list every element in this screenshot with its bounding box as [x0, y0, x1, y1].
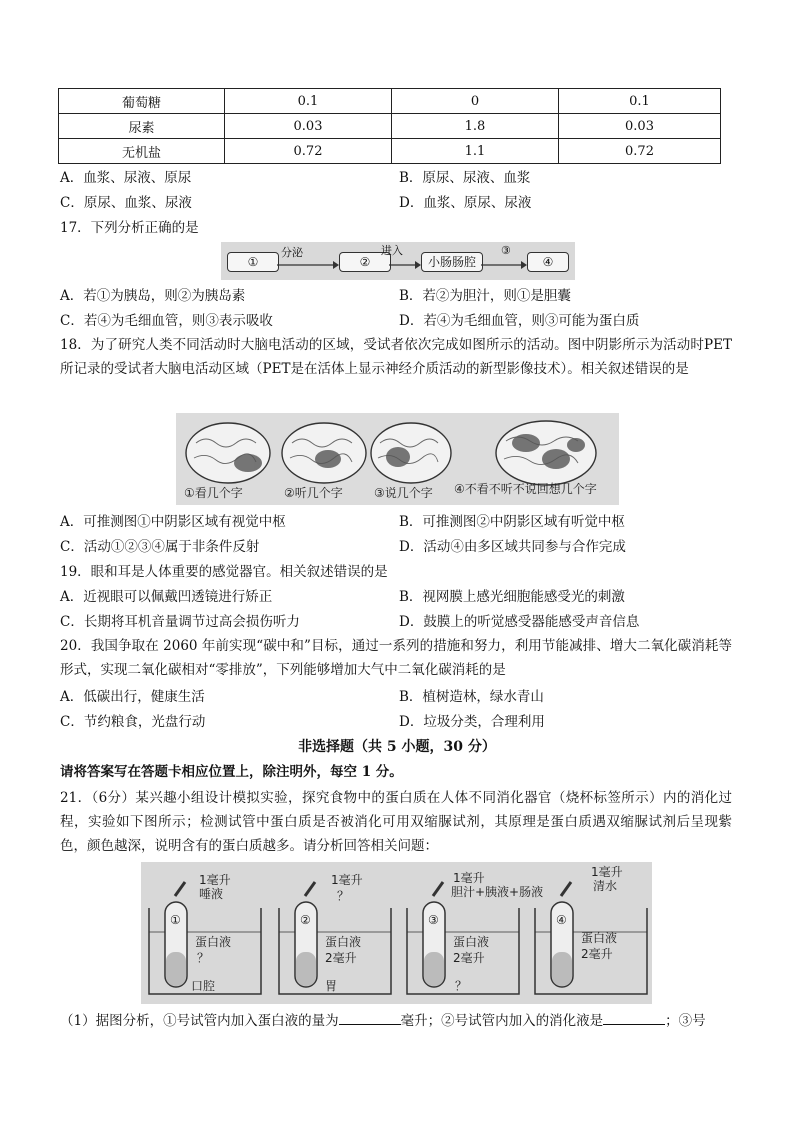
- data-table: [58, 88, 721, 164]
- flow-label-secrete: 分泌: [281, 246, 303, 259]
- q20-option-d: D．垃圾分类，合理利用: [399, 714, 545, 730]
- beaker-label: 胃: [325, 979, 338, 993]
- table-row: [59, 139, 721, 164]
- answer-blank-2[interactable]: [603, 1010, 665, 1025]
- tube-add-amount: 1毫升: [591, 865, 623, 879]
- flow-arrow-icon: [389, 261, 421, 269]
- flow-node-2: ②: [339, 252, 391, 272]
- q17-option-b: B．若②为胆汁，则①是胆囊: [399, 288, 571, 304]
- flow-node-1: ①: [227, 252, 279, 272]
- tube-sample-amount: 2毫升: [581, 947, 613, 961]
- table-cell: 0.03: [559, 114, 721, 139]
- tube-reagent: ？: [337, 889, 350, 903]
- q17-option-a: A．若①为胰岛，则②为胰岛素: [60, 288, 246, 304]
- brain-figure-icon: [176, 413, 619, 505]
- flow-node-4: ④: [527, 252, 569, 272]
- q19-stem: 19．眼和耳是人体重要的感觉器官。相关叙述错误的是: [60, 564, 388, 580]
- tube-sample-amount: 2毫升: [453, 951, 485, 965]
- table-row: [59, 114, 721, 139]
- tube-add-amount: 1毫升: [453, 871, 485, 885]
- beaker-figure-icon: [141, 862, 652, 1004]
- q16-option-d: D．血浆、原尿、尿液: [399, 195, 532, 211]
- beaker-label: ？: [455, 979, 468, 993]
- tube-sample: 蛋白液: [453, 935, 490, 949]
- tube-sample: 蛋白液: [581, 931, 618, 945]
- brain-label-3: ③说几个字: [374, 486, 433, 500]
- table-cell: 0.72: [225, 139, 392, 164]
- q21-stem: 21．（6分）某兴趣小组设计模拟实验，探究食物中的蛋白质在人体不同消化器官（烧杯标签所示）内的消化过程，实验如下图所示；检测试管中蛋白质是否被消化可用双缩脲试剂，其原理是蛋白质遇双缩脲试剂后呈现紫色，颜色越深，说明含有的蛋白质越多。请分析回答相关问题：: [60, 790, 732, 854]
- table-cell: 1.1: [392, 139, 559, 164]
- q21-sub1-text-c: ；③号: [665, 1013, 706, 1029]
- tube-sample: 蛋白液: [195, 935, 232, 949]
- q21-sub1-text-b: 毫升；②号试管内加入的消化液是: [400, 1013, 604, 1029]
- q19-option-d: D．鼓膜上的听觉感受器能感受声音信息: [399, 614, 640, 630]
- q16-option-a: A．血浆、尿液、原尿: [60, 170, 192, 186]
- q17-flow-diagram: [221, 242, 575, 280]
- tube-reagent: 胆汁+胰液+肠液: [451, 885, 544, 899]
- table-cell: 葡萄糖: [59, 89, 225, 114]
- flow-node-cavity: 小肠肠腔: [421, 252, 483, 272]
- tube-reagent: 唾液: [199, 887, 224, 901]
- q21-beaker-figure: [141, 862, 652, 1004]
- brain-label-4: ④不看不听不说回想几个字: [454, 482, 597, 496]
- q18-option-c: C．活动①②③④属于非条件反射: [60, 539, 260, 555]
- q20-option-b: B．植树造林，绿水青山: [399, 689, 544, 705]
- q16-option-c: C．原尿、血浆、尿液: [60, 195, 192, 211]
- flow-label-enter: 进入: [381, 244, 403, 257]
- flow-arrow-icon: [481, 261, 527, 269]
- q18-option-d: D．活动④由多区域共同参与合作完成: [399, 539, 626, 555]
- q17-option-c: C．若④为毛细血管，则③表示吸收: [60, 313, 273, 329]
- brain-label-1: ①看几个字: [184, 486, 243, 500]
- tube-sample-amount: 2毫升: [325, 951, 357, 965]
- q19-option-c: C．长期将耳机音量调节过高会损伤听力: [60, 614, 300, 630]
- tube-add-amount: 1毫升: [199, 873, 231, 887]
- q16-option-b: B．原尿、尿液、血浆: [399, 170, 531, 186]
- q17-stem: 17．下列分析正确的是: [60, 220, 199, 236]
- brain-label-2: ②听几个字: [284, 486, 343, 500]
- table-cell: 0.72: [559, 139, 721, 164]
- q19-option-a: A．近视眼可以佩戴凹透镜进行矫正: [60, 589, 273, 605]
- answer-blank-1[interactable]: [339, 1010, 401, 1025]
- q20-stem: 20．我国争取在 2060 年前实现“碳中和”目标，通过一系列的措施和努力，利用节能减排、增大二氧化碳消耗等形式，实现二氧化碳相对“零排放”，下列能够增加大气中二氧化碳消耗的是: [60, 638, 732, 678]
- table-cell: 尿素: [59, 114, 225, 139]
- q19-option-b: B．视网膜上感光细胞能感受光的刺激: [399, 589, 625, 605]
- q21-sub1-text-a: （1）据图分析，①号试管内加入蛋白液的量为: [60, 1013, 339, 1029]
- table-cell: 0.1: [225, 89, 392, 114]
- flow-label-3: ③: [501, 244, 511, 257]
- q20-option-c: C．节约粮食，光盘行动: [60, 714, 206, 730]
- beaker-label: 口腔: [191, 979, 216, 993]
- q18-option-a: A．可推测图①中阴影区域有视觉中枢: [60, 514, 286, 530]
- table-row: [59, 89, 721, 114]
- table-cell: 1.8: [392, 114, 559, 139]
- table-cell: 0: [392, 89, 559, 114]
- tube-number: ②: [300, 913, 311, 927]
- tube-sample-amount: ？: [197, 951, 210, 965]
- tube-reagent: 清水: [593, 879, 618, 893]
- q21-sub1: [60, 1010, 706, 1031]
- tube-add-amount: 1毫升: [331, 873, 363, 887]
- table-cell: 0.1: [559, 89, 721, 114]
- tube-number: ④: [556, 913, 567, 927]
- q18-stem: 18．为了研究人类不同活动时大脑电活动的区域，受试者依次完成如图所示的活动。图中阴影所示为活动时PET所记录的受试者大脑电活动区域（PET是在活体上显示神经介质活动的新型影像技术）。相关叙述错误的是: [60, 337, 732, 377]
- q18-option-b: B．可推测图②中阴影区域有听觉中枢: [399, 514, 625, 530]
- table-cell: 0.03: [225, 114, 392, 139]
- table-cell: 无机盐: [59, 139, 225, 164]
- tube-number: ③: [428, 913, 439, 927]
- flow-arrow-icon: [277, 261, 339, 269]
- q20-option-a: A．低碳出行，健康生活: [60, 689, 205, 705]
- section-note: 请将答案写在答题卡相应位置上，除注明外，每空 1 分。: [60, 764, 403, 780]
- q17-option-d: D．若④为毛细血管，则③可能为蛋白质: [399, 313, 640, 329]
- q18-brain-figure: [176, 413, 619, 505]
- tube-number: ①: [170, 913, 181, 927]
- section-title: 非选择题（共 5 小题，30 分）: [298, 739, 496, 755]
- tube-sample: 蛋白液: [325, 935, 362, 949]
